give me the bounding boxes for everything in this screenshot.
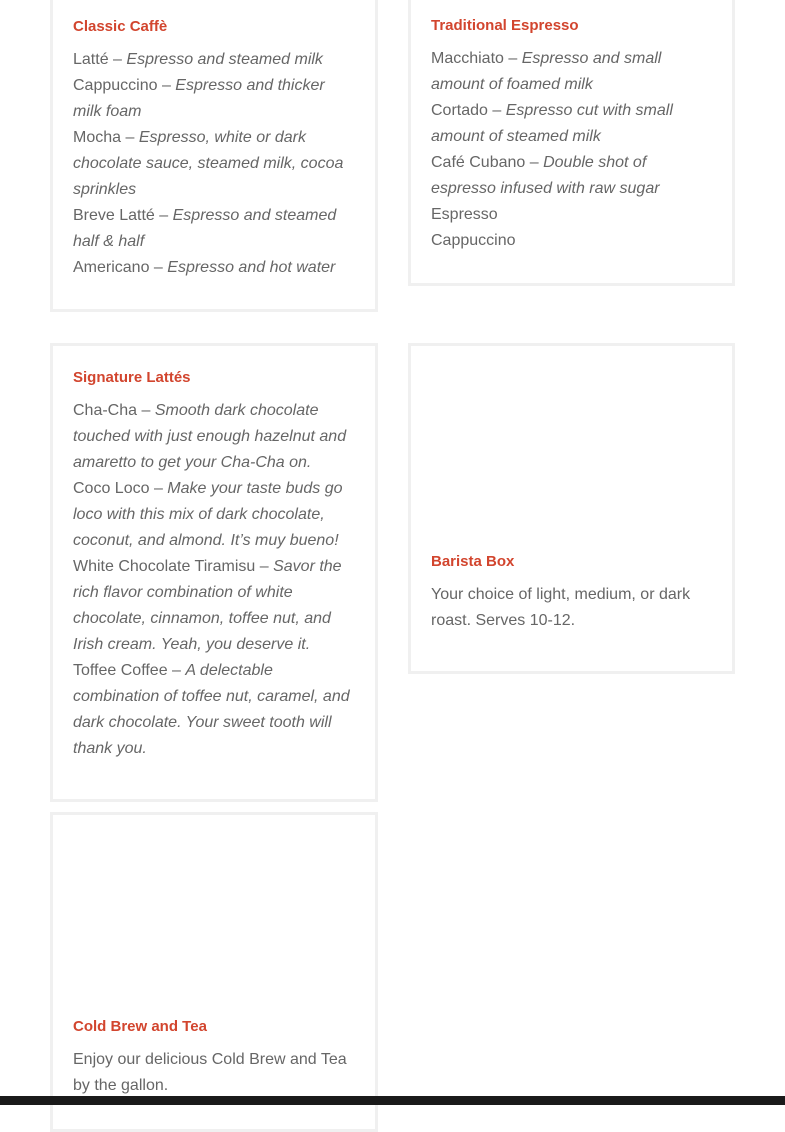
item-description: Savor the rich flavor combination of white chocolate, cinnamon, toffee nut, and Irish cream. Yeah, you deserve it. — [73, 558, 342, 653]
item-description: Smooth dark chocolate touched with just enough hazelnut and amaretto to get your Cha-Cha on. — [73, 402, 347, 471]
card-title: Traditional Espresso — [431, 17, 579, 34]
card-title: Barista Box — [431, 553, 515, 570]
item-description: Espresso cut with small amount of steamed milk — [431, 102, 673, 145]
item-name: Coco Loco — [73, 480, 150, 497]
item-separator: – — [167, 662, 186, 679]
product-image-placeholder — [431, 372, 712, 552]
item-name: Cha-Cha — [73, 402, 138, 419]
item-description: A delectable combination of toffee nut, caramel, and dark chocolate. Your sweet tooth will thank you. — [73, 662, 350, 757]
item-name: White Chocolate Tiramisu — [73, 558, 256, 575]
item-name: Toffee Coffee — [73, 662, 168, 679]
menu-list — [431, 46, 712, 254]
menu-card-cold-brew-tea — [50, 812, 378, 1132]
menu-item — [73, 554, 355, 658]
item-name: Cappuccino — [431, 232, 516, 249]
bottom-bar — [0, 1096, 785, 1105]
item-separator: – — [108, 51, 127, 68]
item-description: Espresso and steamed milk — [126, 51, 323, 68]
menu-item — [73, 476, 355, 554]
item-description: Espresso and steamed half & half — [73, 207, 337, 250]
menu-item — [73, 125, 355, 203]
card-title: Classic Caffè — [73, 18, 168, 35]
menu-item — [431, 202, 712, 228]
item-separator: – — [149, 259, 168, 276]
item-separator: – — [255, 558, 274, 575]
item-description: Make your taste buds go loco with this mix of dark chocolate, coconut, and almond. It’s muy bueno! — [73, 480, 343, 549]
menu-card-barista-box — [408, 343, 735, 674]
item-name: Café Cubano — [431, 154, 526, 171]
item-separator: – — [503, 50, 522, 67]
item-name: Macchiato — [431, 50, 504, 67]
item-separator: – — [149, 480, 168, 497]
menu-item — [431, 150, 712, 202]
product-image-placeholder — [73, 837, 355, 1017]
item-separator: – — [154, 207, 173, 224]
item-name: Breve Latté — [73, 207, 155, 224]
menu-item — [73, 73, 355, 125]
card-description: Enjoy our delicious Cold Brew and Tea by the gallon. — [73, 1051, 347, 1094]
menu-list — [73, 47, 355, 281]
menu-card-classic-caffe — [50, 0, 378, 312]
menu-item — [73, 398, 355, 476]
menu-card-traditional-espresso — [408, 0, 735, 286]
item-description: Double shot of espresso infused with raw sugar — [431, 154, 660, 197]
card-title: Signature Lattés — [73, 369, 191, 386]
item-name: Espresso — [431, 206, 498, 223]
item-name: Mocha — [73, 129, 122, 146]
item-name: Americano — [73, 259, 150, 276]
item-description: Espresso and thicker milk foam — [73, 77, 325, 120]
menu-item — [431, 228, 712, 254]
card-description: Your choice of light, medium, or dark roast. Serves 10-12. — [431, 586, 691, 629]
menu-item — [73, 255, 355, 281]
menu-item — [73, 658, 355, 762]
item-name: Cappuccino — [73, 77, 158, 94]
item-description: Espresso and small amount of foamed milk — [431, 50, 662, 93]
item-separator: – — [487, 102, 506, 119]
card-title: Cold Brew and Tea — [73, 1018, 207, 1035]
item-separator: – — [121, 129, 139, 146]
item-separator: – — [157, 77, 176, 94]
menu-item — [431, 98, 712, 150]
item-separator: – — [137, 402, 155, 419]
item-name: Latté — [73, 51, 109, 68]
item-description: Espresso and hot water — [167, 259, 336, 276]
item-description: Espresso, white or dark chocolate sauce, steamed milk, cocoa sprinkles — [73, 129, 344, 198]
menu-item — [73, 47, 355, 73]
menu-list — [73, 398, 355, 762]
menu-item — [73, 203, 355, 255]
menu-card-signature-lattes — [50, 343, 378, 802]
item-name: Cortado — [431, 102, 488, 119]
item-separator: – — [525, 154, 544, 171]
menu-item — [431, 46, 712, 98]
